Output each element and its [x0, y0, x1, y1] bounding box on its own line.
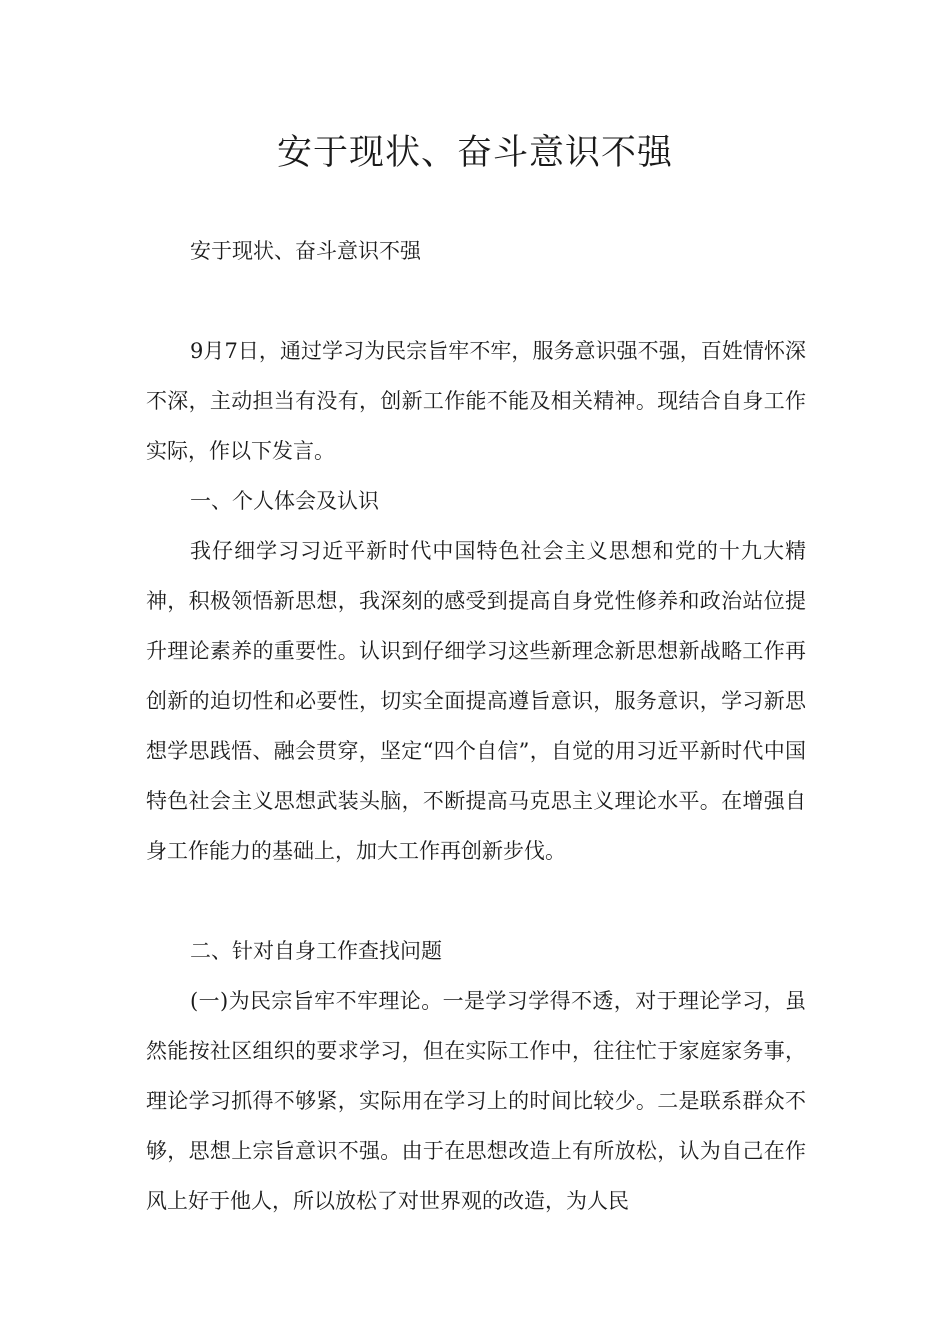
- section-1-paragraph: 我仔细学习习近平新时代中国特色社会主义思想和党的十九大精神，积极领悟新思想，我深刻的感受到提高自身党性修养和政治站位提升理论素养的重要性。认识到仔细学习这些新理念新思想新战略工作再创新的迫切性和必要性，切实全面提高遵旨意识，服务意识，学习新思想学思践悟、融会贯穿，坚定“四个自信”，自觉的用习近平新时代中国特色社会主义思想武装头脑，不断提高马克思主义理论水平。在增强自身工作能力的基础上，加大工作再创新步伐。: [146, 539, 806, 863]
- section-heading-1: 一、个人体会及认识: [190, 489, 379, 513]
- section-2-paragraph: (一)为民宗旨牢不牢理论。一是学习学得不透，对于理论学习，虽然能按社区组织的要求学习，但在实际工作中，往往忙于家庭家务事，理论学习抓得不够紧，实际用在学习上的时间比较少。二是联系群众不够，思想上宗旨意识不强。由于在思想改造上有所放松，认为自己在作风上好于他人，所以放松了对世界观的改造，为人民: [146, 989, 806, 1213]
- document-title: 安于现状、奋斗意识不强: [276, 133, 673, 173]
- document-subtitle: 安于现状、奋斗意识不强: [190, 239, 421, 263]
- intro-paragraph: 9月7日，通过学习为民宗旨牢不牢，服务意识强不强，百姓情怀深不深，主动担当有没有，创新工作能不能及相关精神。现结合自身工作实际，作以下发言。: [146, 339, 806, 463]
- section-heading-2: 二、针对自身工作查找问题: [190, 939, 442, 963]
